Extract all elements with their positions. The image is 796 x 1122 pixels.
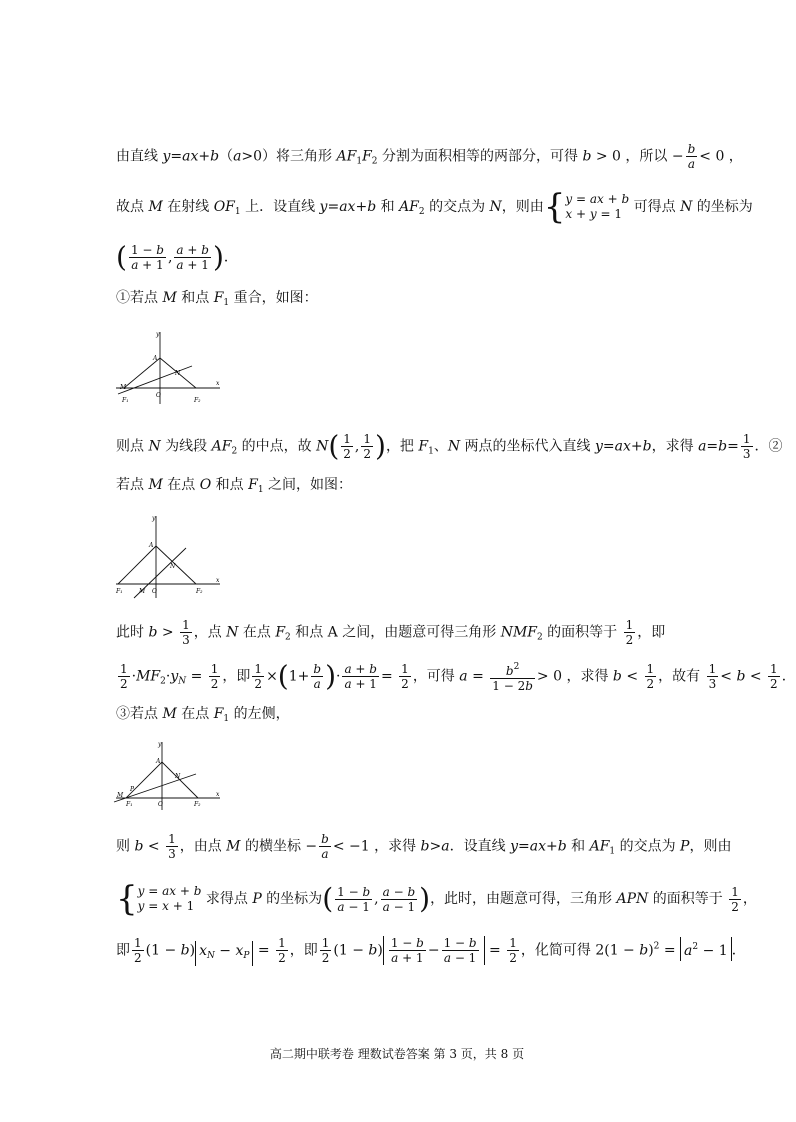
figure-case-1: [112, 328, 224, 408]
fig1-y-label: y: [156, 331, 160, 338]
figure-case-2: [112, 512, 224, 600]
fig1-m-label: M: [120, 384, 127, 391]
fig2-m-label: M: [139, 588, 146, 595]
fig3-f2-label: F₂: [194, 801, 201, 808]
solution-line-11: {y = ax + b y = x + 1 求得点 P 的坐标为( $\frac{1 - b}{a - 1}$ , $\frac{a - b}{a - 1}$ )，此时，由题意可得，三角形 APN 的面积等于 $\frac{1}{2}$ ，: [116, 879, 757, 919]
fig3-f1-label: F₁: [126, 801, 133, 808]
fig1-f2-label: F₂: [194, 397, 201, 404]
solution-line-2: 故点 M 在射线 $OF_1$ 上．设直线 y=ax+b 和 $AF_2$ 的交点为 N，则由{y = ax + b x + y = 1 可得点 N 的坐标为: [116, 187, 753, 227]
fig3-o-label: O: [158, 801, 163, 808]
solution-line-12: 即 $\frac{1}{2}$ (1 − b) $x_N - x_P$ = $\frac{1}{2}$ ，即 $\frac{1}{2}$ (1 − b) $\frac{1 - b}{a + 1}$ − $\frac{1 - b}{a - 1}$ = $\frac{1}{2}$ ，化简可得 $2(1 - b)^2 = a^2 - 1$ ．: [116, 936, 746, 965]
solution-line-9: ③若点 M 在点 $F_1$ 的左侧，: [116, 706, 290, 724]
solution-line-3: ( $\frac{1 - b}{a + 1}$ , $\frac{a + b}{a + 1}$ )．: [116, 240, 238, 274]
fig3-y-label: y: [158, 741, 162, 748]
fig1-a-label: A: [153, 355, 158, 362]
fig1-n-label: N: [175, 370, 181, 377]
fig3-a-label: A: [156, 758, 161, 765]
solution-line-8: $\frac{1}{2}$ $\cdot MF_2\cdot y_N$ = $\frac{1}{2}$ ，即 $\frac{1}{2}$ ×(1+ $\frac{b}{a}$ )· $\frac{a + b}{a + 1}$ = $\frac{1}{2}$ ，可得 a = $\frac{b^2}{1 - 2b}$ > 0 ，求得 b < $\frac{1}{2}$ ，故有 $\frac{1}{3}$ < b < $\frac{1}{2}$ ．: [120, 659, 796, 693]
fig2-o-label: O: [152, 588, 157, 595]
fig1-x-label: x: [216, 380, 220, 387]
fig2-f1-label: F₁: [116, 588, 123, 595]
fig3-n-label: N: [175, 773, 181, 780]
fig2-n-label: N: [170, 563, 176, 570]
fig3-p-label: P: [130, 786, 135, 793]
solution-line-7: 此时 b > $\frac{1}{3}$ ，点 N 在点 $F_2$ 和点 A 之间，由题意可得三角形 $NMF_2$ 的面积等于 $\frac{1}{2}$ ，即: [116, 618, 666, 647]
solution-line-6: 若点 M 在点 O 和点 $F_1$ 之间，如图：: [116, 477, 352, 495]
solution-line-1: 由直线 y=ax+b（a>0）将三角形 $AF_1F_2$ 分割为面积相等的两部分，可得 b > 0 ，所以 − $\frac{b}{a}$ < 0 ，: [116, 142, 743, 171]
fig3-m-label: M: [117, 792, 124, 799]
solution-line-5: 则点 N 为线段 $AF_2$ 的中点，故 N( $\frac{1}{2}$ , $\frac{1}{2}$ )，把 $F_1$、N 两点的坐标代入直线 y=ax+b，求得 a=b= $\frac{1}{3}$ ．②: [116, 429, 783, 463]
fig1-f1-label: F₁: [122, 397, 129, 404]
fig2-y-label: y: [152, 515, 156, 522]
fig2-f2-label: F₂: [196, 588, 203, 595]
figure-case-3: [112, 740, 224, 812]
fig2-a-label: A: [149, 542, 154, 549]
fig3-x-label: x: [216, 791, 220, 798]
page-footer: 高二期中联考卷 理数试卷答案 第 3 页，共 8 页: [269, 1047, 525, 1061]
solution-line-4: ①若点 M 和点 $F_1$ 重合，如图：: [116, 290, 318, 308]
fig1-o-label: O: [156, 392, 161, 399]
solution-line-10: 则 b < $\frac{1}{3}$ ，由点 M 的横坐标 − $\frac{b}{a}$ < −1 ，求得 b>a．设直线 y=ax+b 和 $AF_1$ 的交点为 P，则由: [116, 832, 732, 861]
fig2-x-label: x: [216, 577, 220, 584]
